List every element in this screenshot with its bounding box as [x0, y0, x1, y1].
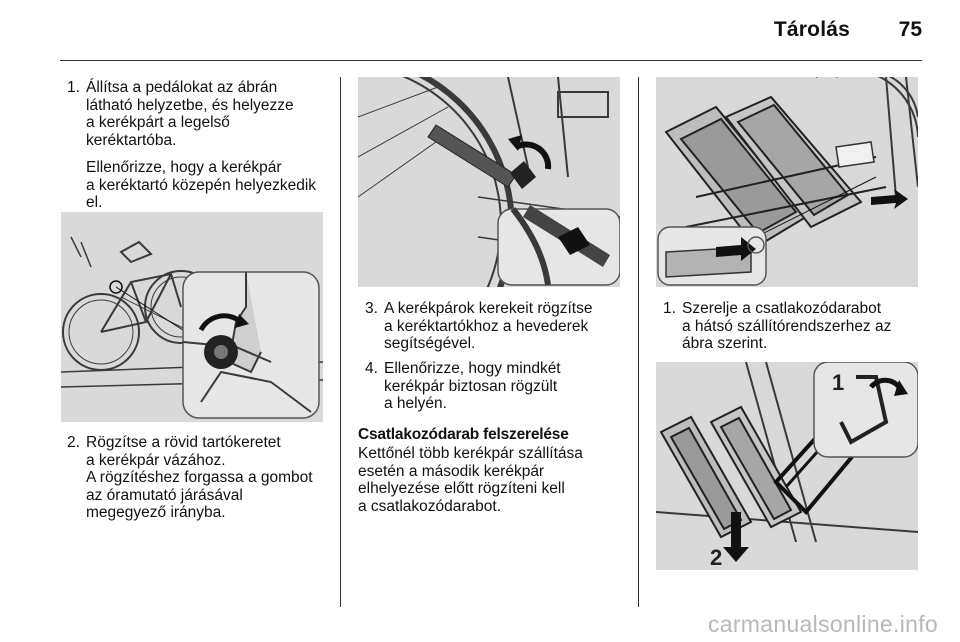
watermark: carmanualsonline.info [707, 611, 938, 637]
figure-rack-connector [656, 77, 918, 287]
step-number: 4. [365, 360, 378, 377]
figure-label-1: 1 [832, 370, 845, 395]
figure-label-2: 2 [710, 545, 723, 570]
step-number: 1. [663, 300, 676, 317]
step-text-line: Állítsa a pedálokat az ábrán [86, 79, 278, 96]
page-number: 75 [898, 18, 922, 41]
column-divider-2 [638, 77, 639, 607]
body-text-line: elhelyezése előtt rögzíteni kell [358, 480, 565, 497]
step-text-line: a hátsó szállítórendszerhez az [682, 317, 892, 335]
step-text-line: segítségével. [384, 335, 476, 352]
step-text-line: keréktartóba. [86, 131, 177, 149]
section-heading: Csatlakozódarab felszerelése [358, 426, 569, 443]
step-text-line: a kerékpár vázához. [86, 451, 226, 469]
step-text-line: Ellenőrizze, hogy mindkét [384, 360, 561, 377]
figure-connector-mounting [656, 362, 918, 570]
illustration [61, 212, 323, 422]
figure-wheel-strap [358, 77, 620, 287]
header-divider [60, 60, 922, 61]
step-text-line: Ellenőrizze, hogy a kerékpár [86, 159, 282, 176]
body-text-line: Kettőnél több kerékpár szállítása [358, 445, 583, 462]
step-text-line: kerékpár biztosan rögzült [384, 377, 558, 395]
step-text-line: látható helyzetbe, és helyezze [86, 96, 294, 114]
step-text-line: Rögzítse a rövid tartókeretet [86, 434, 281, 451]
step-text-line: az óramutató járásával [86, 486, 243, 504]
step-text-line: a helyén. [384, 395, 447, 412]
section-body [358, 445, 628, 515]
step-number: 3. [365, 300, 378, 317]
illustration [656, 362, 918, 570]
step-text-line: ábra szerint. [682, 335, 768, 352]
step-number: 2. [67, 434, 80, 451]
step-text-line: a keréktartókhoz a hevederek [384, 317, 589, 335]
step-text-line: a keréktartó közepén helyezkedik [86, 176, 317, 194]
figure-bike-frame-knob [61, 212, 323, 422]
body-text-line: a csatlakozódarabot. [358, 497, 502, 515]
step-text-line: megegyező irányba. [86, 504, 226, 521]
step-number: 1. [67, 79, 80, 96]
body-text-line: esetén a második kerékpár [358, 462, 545, 480]
step-text-line: A kerékpárok kerekeit rögzítse [384, 300, 593, 317]
step-text-line: el. [86, 194, 103, 211]
step-text-line: A rögzítéshez forgassa a gombot [86, 469, 313, 486]
step-text-line: Szerelje a csatlakozódarabot [682, 300, 882, 317]
section-title: Tárolás [773, 18, 850, 41]
page-header [0, 0, 960, 62]
illustration [358, 77, 620, 287]
column-divider-1 [340, 77, 341, 607]
illustration [656, 77, 918, 287]
step-text-line: a kerékpárt a legelső [86, 114, 230, 131]
